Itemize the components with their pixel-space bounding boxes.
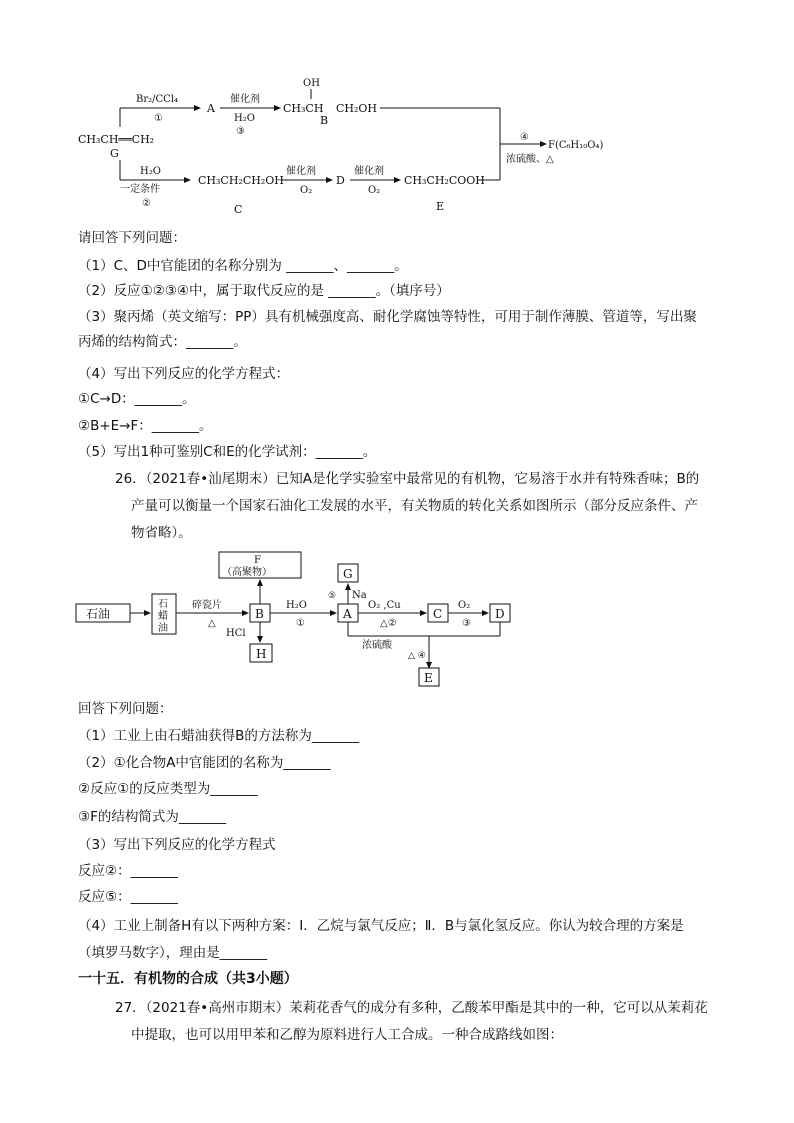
wax-char-1: 石 bbox=[158, 599, 168, 610]
catalyst-2: 催化剂 bbox=[286, 166, 316, 177]
o2-2: O₂ bbox=[368, 185, 381, 196]
a-label: A bbox=[207, 102, 215, 115]
h-label: H bbox=[256, 647, 267, 661]
q25-part4-b: ②B+E→F：_______。 bbox=[78, 418, 213, 434]
g-formula: CH₃CH══CH₂ bbox=[78, 133, 155, 146]
q26-part3-a: 反应②：_______ bbox=[78, 863, 178, 879]
q25-part4: （4）写出下列反应的化学方程式： bbox=[78, 366, 290, 382]
br2-ccl4: Br₂/CCl₄ bbox=[136, 94, 179, 105]
step-2: ② bbox=[142, 198, 151, 209]
q26-part3: （3）写出下列反应的化学方程式 bbox=[78, 837, 276, 853]
f-formula: F(C₆H₁₀O₄) bbox=[548, 140, 604, 151]
reaction-diagram-propene bbox=[70, 72, 630, 222]
q26-line3: 物省略）。 bbox=[131, 525, 192, 541]
h2o-upper: H₂O bbox=[234, 113, 255, 124]
h2so4-heat: 浓硫酸、△ bbox=[506, 154, 554, 165]
e-formula: CH₃CH₂COOH bbox=[404, 174, 485, 187]
f-polymer: （高聚物） bbox=[222, 567, 272, 578]
o2-1: O₂ bbox=[300, 185, 313, 196]
heat-1: △ bbox=[208, 618, 216, 629]
q25-part3-line2: 丙烯的结构简式：_______。 bbox=[78, 334, 247, 350]
c-label: C bbox=[433, 607, 443, 621]
d-label: D bbox=[495, 607, 505, 621]
q26-part2-b: ②反应①的反应类型为_______ bbox=[78, 781, 258, 797]
c-label: C bbox=[234, 203, 243, 216]
o2-label: O₂ bbox=[458, 600, 471, 611]
h2o-label: H₂O bbox=[286, 600, 307, 611]
hcl-label: HCl bbox=[226, 628, 246, 639]
step-1: ① bbox=[154, 113, 163, 124]
reaction-diagram-petroleum bbox=[74, 548, 524, 688]
b-label: B bbox=[255, 607, 264, 621]
condition: 一定条件 bbox=[120, 184, 160, 195]
q26-intro: 回答下列问题： bbox=[78, 701, 173, 717]
q26-line2: 产量可以衡量一个国家石油化工发展的水平，有关物质的转化关系如图所示（部分反应条件、产 bbox=[131, 498, 698, 514]
wax-char-2: 蜡 bbox=[158, 611, 168, 622]
e-label: E bbox=[424, 671, 433, 685]
e-label: E bbox=[436, 200, 445, 213]
a-label: A bbox=[343, 607, 352, 621]
step-1: ① bbox=[296, 618, 305, 629]
q26-part2: （2）①化合物A中官能团的名称为_______ bbox=[78, 755, 331, 771]
step-2: △② bbox=[380, 618, 397, 629]
f-label: F bbox=[254, 555, 261, 566]
b-oh: OH bbox=[303, 78, 320, 89]
catalyst-3: 催化剂 bbox=[354, 166, 384, 177]
o2-cu-label: O₂ ,Cu bbox=[368, 600, 401, 611]
g-label: G bbox=[343, 567, 353, 581]
section-15-title: 一十五．有机物的合成（共3小题） bbox=[78, 971, 298, 987]
step-3: ③ bbox=[462, 618, 471, 629]
oil-label: 石油 bbox=[86, 607, 111, 621]
g-label: G bbox=[110, 147, 119, 160]
q26-part3-b: 反应⑤：_______ bbox=[78, 889, 178, 905]
b-formula: CH₃CH bbox=[283, 102, 324, 115]
h2o-lower: H₂O bbox=[140, 166, 161, 177]
q26-part2-c: ③F的结构简式为_______ bbox=[78, 809, 227, 825]
catalyst-1: 催化剂 bbox=[230, 94, 260, 105]
catalyst-porcelain: 碎瓷片 bbox=[192, 600, 222, 611]
step-4: ④ bbox=[520, 132, 529, 143]
q26-line1: 26．（2021春•汕尾期末）已知A是化学实验室中最常见的有机物，它易溶于水并有特殊香味；B的 bbox=[115, 471, 700, 487]
q25-part5: （5）写出1种可鉴别C和E的化学试剂：_______。 bbox=[78, 444, 377, 460]
q27-line1: 27．（2021春•高州市期末）茉莉花香气的成分有多种，乙酸苯甲酯是其中的一种，它可以从茉莉花 bbox=[115, 1000, 708, 1016]
q25-part1: （1）C、D中官能团的名称分别为 _______、_______。 bbox=[78, 258, 408, 274]
c-formula: CH₃CH₂CH₂OH bbox=[198, 174, 284, 187]
q27-line2: 中提取，也可以用甲苯和乙醇为原料进行人工合成。一种合成路线如图： bbox=[131, 1027, 563, 1043]
q26-part4-line2: （填罗马数字），理由是_______ bbox=[78, 945, 267, 961]
q26-part1: （1）工业上由石蜡油获得B的方法称为_______ bbox=[78, 728, 360, 744]
q26-part4-line1: （4）工业上制备H有以下两种方案：Ⅰ．乙烷与氯气反应；Ⅱ．B与氯化氢反应。你认为较合理的方案是 bbox=[78, 918, 684, 934]
na-label: Na bbox=[352, 590, 367, 601]
q25-part4-a: ①C→D：_______。 bbox=[78, 391, 196, 407]
step-4: △ ④ bbox=[408, 651, 426, 661]
q25-part3-line1: （3）聚丙烯（英文缩写：PP）具有机械强度高、耐化学腐蚀等特性，可用于制作薄膜、管道等，写出聚 bbox=[78, 309, 697, 325]
step-5: ⑤ bbox=[328, 591, 337, 601]
q25-intro: 请回答下列问题： bbox=[78, 230, 186, 246]
d-label: D bbox=[336, 174, 345, 187]
h2so4-label: 浓硫酸 bbox=[362, 640, 392, 651]
step-3: ③ bbox=[236, 126, 245, 137]
wax-char-3: 油 bbox=[158, 623, 168, 634]
q25-part2: （2）反应①②③④中，属于取代反应的是 _______。（填序号） bbox=[78, 283, 450, 299]
b-label: B bbox=[320, 114, 329, 127]
b-ch2oh: CH₂OH bbox=[336, 102, 378, 115]
